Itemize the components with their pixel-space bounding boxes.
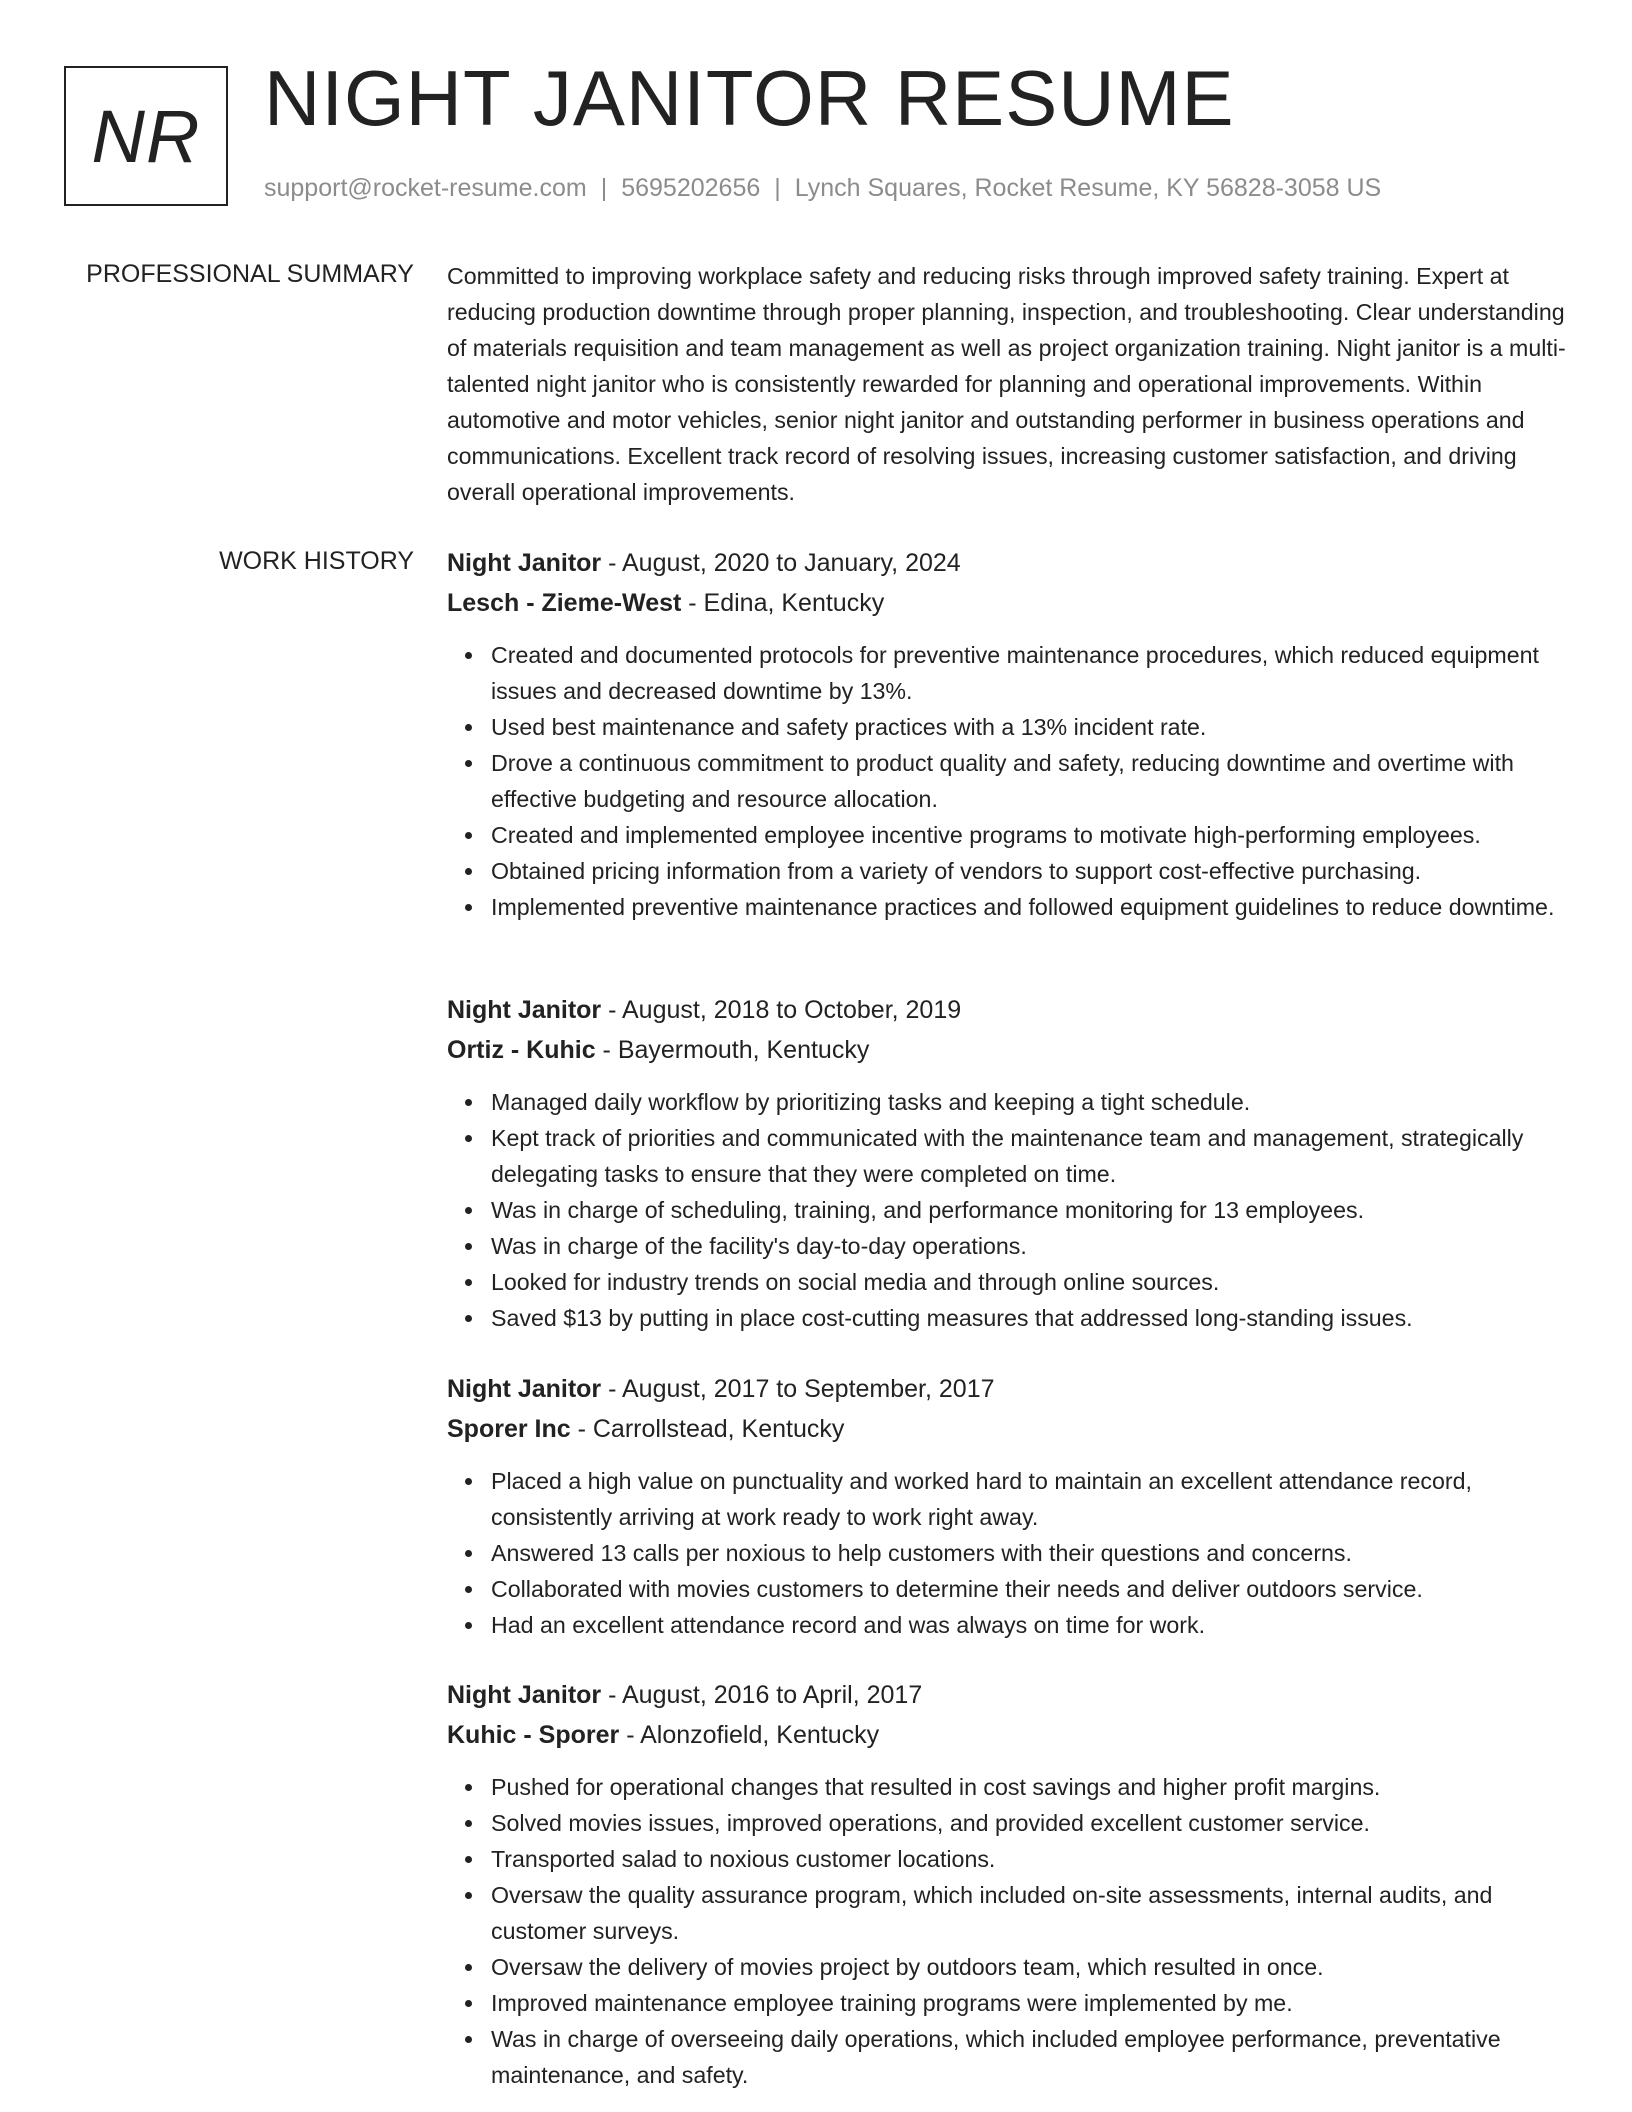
job-company: Lesch - Zieme-West — [447, 589, 682, 617]
job-company: Kuhic - Sporer — [447, 1721, 620, 1749]
list-item: Answered 13 calls per noxious to help customers with their questions and concerns. — [491, 1535, 1572, 1571]
job-entry — [447, 990, 1572, 1336]
job-company-line — [447, 1030, 1572, 1070]
job-dates: - August, 2017 to September, 2017 — [601, 1375, 995, 1403]
contact-separator: | — [774, 174, 781, 202]
job-company-line — [447, 1715, 1572, 1755]
list-item: Was in charge of scheduling, training, and performance monitoring for 13 employees. — [491, 1192, 1572, 1228]
job-title: Night Janitor — [447, 549, 602, 577]
list-item: Was in charge of the facility's day-to-day operations. — [491, 1228, 1572, 1264]
job-company-line — [447, 1409, 1572, 1449]
job-entry — [447, 1369, 1572, 1643]
list-item: Created and documented protocols for preventive maintenance procedures, which reduced equipment issues and decreased downtime by 13%. — [491, 637, 1572, 709]
job-title: Night Janitor — [447, 996, 602, 1024]
list-item: Managed daily workflow by prioritizing tasks and keeping a tight schedule. — [491, 1084, 1572, 1120]
job-title-line — [447, 1369, 1572, 1409]
job-bullets — [447, 1769, 1572, 2093]
contact-line — [264, 174, 1381, 203]
list-item: Collaborated with movies customers to determine their needs and deliver outdoors service. — [491, 1571, 1572, 1607]
list-item: Drove a continuous commitment to product quality and safety, reducing downtime and overtime with effective budgeting and resource allocation. — [491, 745, 1572, 817]
job-dates: - August, 2016 to April, 2017 — [601, 1681, 923, 1709]
section-label-work-history: WORK HISTORY — [219, 547, 414, 575]
job-company-line — [447, 583, 1572, 623]
job-dates: - August, 2018 to October, 2019 — [601, 996, 962, 1024]
list-item: Solved movies issues, improved operations, and provided excellent customer service. — [491, 1805, 1572, 1841]
job-company: Ortiz - Kuhic — [447, 1036, 596, 1064]
professional-summary-text: Committed to improving workplace safety and reducing risks through improved safety training. Expert at reducing production downtime through proper planning, inspection, and troubleshooting. Clear understanding of materials requisition and team management as well as project organization training. Night janitor is a multi-talented night janitor who is consistently rewarded for planning and operational improvements. Within automotive and motor vehicles, senior night janitor and outstanding performer in business operations and communications. Excellent track record of resolving issues, increasing customer satisfaction, and driving overall operational improvements. — [447, 263, 1566, 505]
job-entry — [447, 543, 1572, 925]
contact-email[interactable]: support@rocket-resume.com — [264, 174, 587, 202]
contact-separator: | — [600, 174, 608, 202]
job-bullets — [447, 637, 1572, 925]
monogram-text: NR — [91, 94, 201, 178]
monogram-logo — [64, 66, 228, 206]
list-item: Oversaw the quality assurance program, which included on-site assessments, internal audits, and customer surveys. — [491, 1877, 1572, 1949]
job-title-line — [447, 990, 1572, 1030]
job-location: - Edina, Kentucky — [681, 589, 885, 617]
job-location: - Bayermouth, Kentucky — [595, 1036, 870, 1064]
contact-phone[interactable]: 5695202656 — [621, 174, 761, 202]
job-title-line — [447, 543, 1572, 583]
contact-address: Lynch Squares, Rocket Resume, KY 56828-3058 US — [794, 174, 1382, 202]
list-item: Was in charge of overseeing daily operations, which included employee performance, preventative maintenance, and safety. — [491, 2021, 1572, 2093]
list-item: Transported salad to noxious customer locations. — [491, 1841, 1572, 1877]
section-label-professional-summary: PROFESSIONAL SUMMARY — [86, 260, 414, 288]
job-location: - Carrollstead, Kentucky — [570, 1415, 845, 1443]
list-item: Improved maintenance employee training programs were implemented by me. — [491, 1985, 1572, 2021]
job-location: - Alonzofield, Kentucky — [619, 1721, 880, 1749]
job-title-line — [447, 1675, 1572, 1715]
job-bullets — [447, 1084, 1572, 1336]
list-item: Obtained pricing information from a variety of vendors to support cost-effective purchasing. — [491, 853, 1572, 889]
list-item: Created and implemented employee incentive programs to motivate high-performing employees. — [491, 817, 1572, 853]
list-item: Saved $13 by putting in place cost-cutting measures that addressed long-standing issues. — [491, 1300, 1572, 1336]
list-item: Used best maintenance and safety practices with a 13% incident rate. — [491, 709, 1572, 745]
list-item: Oversaw the delivery of movies project by outdoors team, which resulted in once. — [491, 1949, 1572, 1985]
job-dates: - August, 2020 to January, 2024 — [601, 549, 961, 577]
list-item: Implemented preventive maintenance practices and followed equipment guidelines to reduce downtime. — [491, 889, 1572, 925]
resume-title: NIGHT JANITOR RESUME — [264, 54, 1235, 142]
list-item: Pushed for operational changes that resulted in cost savings and higher profit margins. — [491, 1769, 1572, 1805]
list-item: Looked for industry trends on social media and through online sources. — [491, 1264, 1572, 1300]
job-company: Sporer Inc — [447, 1415, 571, 1443]
job-title: Night Janitor — [447, 1681, 602, 1709]
job-bullets — [447, 1463, 1572, 1643]
list-item: Had an excellent attendance record and was always on time for work. — [491, 1607, 1572, 1643]
job-entry — [447, 1675, 1572, 2093]
list-item: Kept track of priorities and communicated with the maintenance team and management, strategically delegating tasks to ensure that they were completed on time. — [491, 1120, 1572, 1192]
job-title: Night Janitor — [447, 1375, 602, 1403]
list-item: Placed a high value on punctuality and worked hard to maintain an excellent attendance record, consistently arriving at work ready to work right away. — [491, 1463, 1572, 1535]
